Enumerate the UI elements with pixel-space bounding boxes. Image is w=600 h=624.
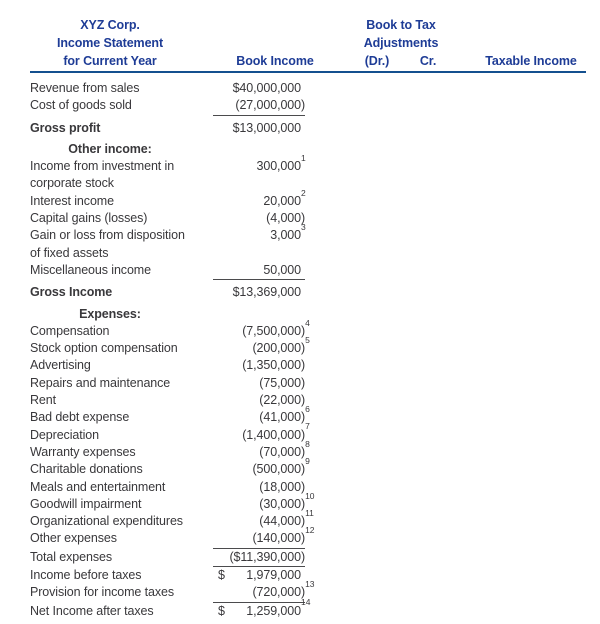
column-header-adjustments	[341, 16, 461, 52]
table-row	[30, 317, 600, 340]
row-label: Organizational expenditures	[30, 514, 183, 529]
table-row	[30, 335, 600, 357]
row-label: Stock option compensation	[30, 341, 178, 356]
adjustment-cells-empty	[305, 340, 600, 341]
table-row	[30, 549, 600, 567]
book-income-value: $(200,000)^5$	[252, 335, 310, 356]
book-income-value: $(30,000)^{10}$	[259, 490, 315, 511]
table-row	[30, 222, 600, 262]
book-income-value: $40,000,000	[232, 81, 301, 95]
table-row	[30, 187, 600, 210]
table-row	[30, 210, 600, 227]
book-income-value: $13,000,000	[232, 120, 301, 135]
adjustment-cells-empty	[305, 141, 600, 142]
row-label: Cost of goods sold	[30, 98, 132, 113]
adjustment-cells-empty	[305, 496, 600, 497]
adjustment-cells-empty	[305, 357, 600, 358]
row-label: Compensation	[30, 323, 110, 338]
adjustment-cells-empty	[305, 392, 600, 393]
book-income-value: (75,000)	[259, 375, 306, 390]
adjustment-cells-empty	[305, 306, 600, 307]
footnote-ref: 10	[305, 490, 315, 501]
row-label: Interest income	[30, 193, 114, 208]
footnote-ref: 2	[301, 187, 306, 198]
footnote-ref: 6	[305, 404, 310, 415]
row-label: Gross profit	[30, 120, 101, 135]
book-income-value: $(41,000)^6$	[259, 404, 310, 425]
table-row	[30, 262, 600, 280]
book-income-value: (22,000)	[259, 393, 306, 408]
table-row	[30, 392, 600, 409]
book-income-value: $13,369,000	[232, 285, 301, 300]
table-row	[30, 357, 600, 374]
book-income-value: (27,000,000)	[213, 97, 305, 115]
table-row	[30, 456, 600, 478]
adjustment-cells-empty	[305, 284, 600, 285]
statement-rows	[0, 73, 600, 620]
book-income-value: ($11,390,000)	[213, 549, 305, 567]
adjustment-cells-empty	[305, 584, 600, 585]
table-row	[30, 375, 600, 392]
currency-sign: $	[218, 568, 225, 583]
adjustment-cells-empty	[305, 530, 600, 531]
footnote-ref: 3	[301, 222, 306, 233]
company-name: XYZ Corp.	[80, 18, 140, 32]
adjustment-cells-empty	[305, 97, 600, 98]
row-label: Charitable donations	[30, 462, 143, 477]
book-income-value: $(500,000)^9$	[252, 456, 310, 477]
table-row	[30, 438, 600, 461]
adjustment-cells-empty	[305, 603, 600, 604]
footnote-ref: 14	[301, 597, 311, 608]
row-label: Gross Income	[30, 285, 113, 300]
statement-period: for Current Year	[63, 54, 157, 68]
footnote-ref: 12	[305, 525, 315, 536]
book-income-value: 300,000$^1$	[256, 153, 306, 174]
footnote-ref: 8	[305, 438, 310, 449]
footnote-ref: 1	[301, 153, 306, 164]
table-row	[30, 97, 600, 115]
header-rule	[30, 71, 586, 73]
book-income-value: (4,000)	[266, 211, 306, 226]
adjustment-cells-empty	[305, 323, 600, 324]
book-income-value: $(1,400,000)^7$	[242, 421, 310, 442]
statement-title-block	[30, 16, 190, 70]
adjustment-cells-empty	[305, 262, 600, 263]
table-row	[30, 153, 600, 193]
table-row	[30, 579, 600, 602]
adjustment-cells-empty	[305, 120, 600, 121]
row-label: Repairs and maintenance	[30, 375, 171, 390]
column-header-taxable-income: Taxable Income	[485, 54, 577, 68]
adjustments-header-line2: Adjustments	[363, 36, 439, 50]
book-income-value: (18,000)	[259, 479, 306, 494]
row-label: Other income:	[68, 141, 152, 156]
book-income-value: $ 1,259,000$^{14}$	[213, 603, 305, 620]
currency-sign: $	[218, 603, 225, 618]
column-header-book-income: Book Income	[236, 54, 314, 68]
table-row	[30, 567, 600, 584]
book-income-value: $ 1,979,000	[213, 567, 305, 584]
adjustment-cells-empty	[305, 80, 600, 81]
table-row	[30, 525, 600, 548]
column-header-debit: (Dr.)	[364, 54, 390, 68]
row-label: Provision for income taxes	[30, 585, 174, 600]
table-row	[30, 507, 600, 530]
row-label: Miscellaneous income	[30, 262, 151, 277]
column-header-credit: Cr.	[419, 54, 437, 68]
book-income-value: $(70,000)^8$	[259, 438, 310, 459]
table-row	[30, 306, 600, 323]
adjustment-cells-empty	[305, 461, 600, 462]
footnote-ref: 9	[305, 456, 310, 467]
row-label: Warranty expenses	[30, 444, 136, 459]
adjustment-cells-empty	[305, 513, 600, 514]
row-label: Gain or loss from disposition of fixed assets	[30, 228, 185, 260]
table-row	[30, 404, 600, 426]
adjustment-cells-empty	[305, 549, 600, 550]
table-row	[30, 284, 600, 301]
table-row	[30, 490, 600, 513]
row-label: Revenue from sales	[30, 81, 140, 95]
table-row	[30, 479, 600, 496]
row-label: Meals and entertainment	[30, 479, 166, 494]
adjustment-cells-empty	[305, 158, 600, 159]
row-label: Capital gains (losses)	[30, 211, 148, 226]
table-row	[30, 597, 600, 620]
footnote-ref: 7	[305, 421, 310, 432]
row-label: Total expenses	[30, 549, 112, 564]
book-income-value: $(44,000)^{11}$	[259, 507, 314, 529]
footnote-ref: 11	[305, 507, 314, 518]
row-label: Expenses:	[79, 306, 141, 321]
footnote-ref: 4	[305, 317, 310, 328]
adjustment-cells-empty	[305, 427, 600, 428]
table-row	[30, 421, 600, 444]
row-label: Other expenses	[30, 531, 117, 546]
row-label: Bad debt expense	[30, 410, 130, 425]
book-income-value: 50,000	[213, 262, 305, 280]
book-income-value: (1,350,000)	[242, 358, 306, 373]
adjustment-cells-empty	[305, 479, 600, 480]
row-label: Income before taxes	[30, 568, 142, 583]
adjustment-cells-empty	[305, 567, 600, 568]
book-income-value: $(7,500,000)^4$	[242, 317, 310, 338]
book-income-value: $(140,000)^{12}$	[213, 530, 305, 548]
table-row	[30, 80, 600, 97]
adjustment-cells-empty	[305, 444, 600, 445]
adjustment-cells-empty	[305, 227, 600, 228]
table-row	[30, 141, 600, 158]
adjustment-cells-empty	[305, 409, 600, 410]
row-label: Net Income after taxes	[30, 603, 154, 618]
row-label: Income from investment in corporate stock	[30, 159, 175, 191]
footnote-ref: 5	[305, 335, 310, 345]
table-row	[30, 120, 600, 137]
row-label: Advertising	[30, 358, 91, 373]
row-label: Goodwill impairment	[30, 496, 142, 511]
row-label: Depreciation	[30, 427, 99, 442]
adjustments-header-line1: Book to Tax	[366, 18, 436, 32]
footnote-ref: 13	[305, 579, 315, 590]
row-label: Rent	[30, 393, 57, 408]
book-income-value	[213, 141, 305, 142]
book-income-value: $(720,000)^{13}$	[213, 584, 305, 602]
statement-name: Income Statement	[56, 36, 164, 50]
adjustment-cells-empty	[305, 375, 600, 376]
book-income-value	[213, 306, 305, 307]
adjustment-cells-empty	[305, 210, 600, 211]
book-income-value: 3,000$^3$	[270, 222, 306, 243]
adjustment-cells-empty	[305, 193, 600, 194]
table-header	[0, 0, 600, 73]
book-income-value: 20,000$^2$	[263, 187, 306, 208]
